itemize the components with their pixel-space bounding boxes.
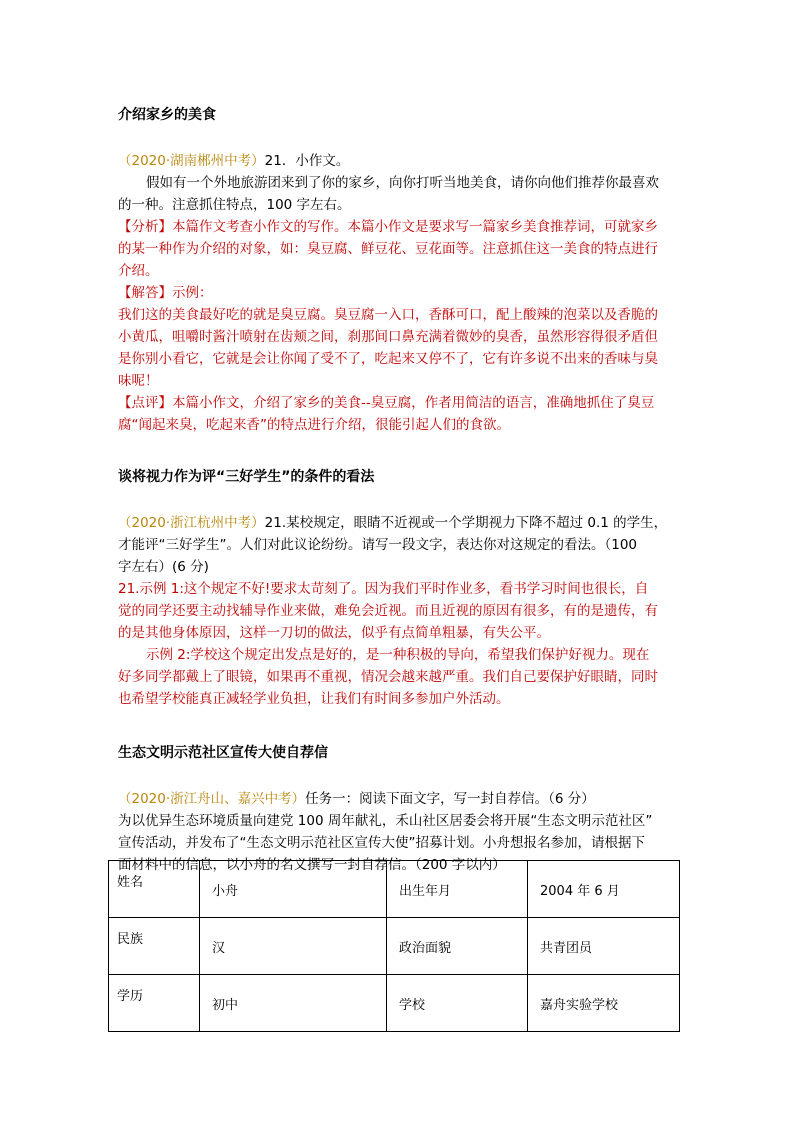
comment-line: 腐“闻起来臭，吃起来香”的特点进行介绍，很能引起人们的食欲。: [118, 417, 510, 433]
answer-line: 小黄瓜，咀嚼时酱汁喷射在齿颊之间，刹那间口鼻充满着微妙的臭香，虽然形容得很矛盾但: [118, 329, 658, 345]
prompt-line: 为以优异生态环境质量向建党 100 周年献礼，禾山社区居委会将开展“生态文明示范社区”: [118, 813, 653, 829]
table-row: [109, 975, 680, 1032]
table-cell: 初中: [200, 975, 387, 1032]
table-cell: 小舟: [200, 861, 387, 918]
question-block: [118, 512, 678, 710]
table-cell: 共青团员: [528, 918, 680, 975]
prompt-line: 面材料中的信息，以小舟的名义撰写一封自荐信。（200 字以内）: [118, 857, 506, 873]
source-label: （2020·浙江杭州中考）: [118, 515, 265, 531]
answer-line: 示例 2:学校这个规定出发点是好的，是一种积极的导向，希望我们保护好视力。现在: [146, 647, 650, 663]
table-cell: 政治面貌: [387, 918, 528, 975]
table-cell: 姓名: [109, 861, 200, 918]
prompt-line: 的一种。注意抓住特点，100 字左右。: [118, 197, 351, 213]
table-cell: 2004 年 6 月: [528, 861, 680, 918]
source-label: （2020·浙江舟山、嘉兴中考）: [118, 791, 306, 807]
prompt-line: 才能评“三好学生”。人们对此议论纷纷。请写一段文字，表达你对这规定的看法。（100: [118, 537, 638, 553]
table-cell: 民族: [109, 918, 200, 975]
answer-line: 觉的同学还要主动找辅导作业来做，难免会近视。而且近视的原因有很多，有的是遗传，有: [118, 603, 658, 619]
table-cell: 学校: [387, 975, 528, 1032]
source-label: （2020·湖南郴州中考）: [118, 153, 265, 169]
question-block: [118, 150, 678, 436]
prompt-line: 字左右）(6 分): [118, 559, 209, 575]
answer-line: 好多同学都戴上了眼镜，如果再不重视，情况会越来越严重。我们自己要保护好眼睛，同时: [118, 669, 658, 685]
table-cell: 出生年月: [387, 861, 528, 918]
analysis-line: 的某一种作为介绍的对象，如：臭豆腐、鲜豆花、豆花面等。注意抓住这一美食的特点进行: [118, 241, 658, 257]
answer-line: 也希望学校能真正减轻学业负担，让我们有时间多参加户外活动。: [118, 691, 510, 707]
answer-line: 是你别小看它，它就是会让你闻了受不了，吃起来又停不了，它有许多说不出来的香味与臭: [118, 351, 658, 367]
prompt-line: 宣传活动，并发布了“生态文明示范社区宣传大使”招募计划。小舟想报名参加，请根据下: [118, 835, 645, 851]
question-line: （2020·湖南郴州中考）21．小作文。: [118, 153, 350, 169]
analysis-line: 【分析】本篇作文考查小作文的写作。本篇小作文是要求写一篇家乡美食推荐词，可就家乡: [118, 219, 658, 235]
prompt-line: （2020·浙江杭州中考）21.某校规定，眼睛不近视或一个学期视力下降不超过 0.1 的学生，: [118, 515, 668, 531]
analysis-line: 介绍。: [118, 263, 159, 279]
answer-line: 21.示例 1:这个规定不好!要求太苛刻了。因为我们平时作业多，看书学习时间也很长，自: [118, 581, 649, 597]
answer-line: 我们这的美食最好吃的就是臭豆腐。臭豆腐一入口，香酥可口，配上酸辣的泡菜以及香脆的: [118, 307, 658, 323]
answer-line: 【解答】示例：: [118, 285, 213, 301]
answer-line: 味呢！: [118, 373, 159, 389]
info-table: [108, 860, 680, 1032]
table-row: [109, 861, 680, 918]
table-cell: 嘉舟实验学校: [528, 975, 680, 1032]
table-row: [109, 918, 680, 975]
table-cell: 学历: [109, 975, 200, 1032]
section-title: 介绍家乡的美食: [118, 107, 216, 123]
comment-line: 【点评】本篇小作文，介绍了家乡的美食--臭豆腐，作者用简洁的语言，准确地抓住了臭豆: [118, 395, 655, 411]
answer-line: 的是其他身体原因，这样一刀切的做法，似乎有点简单粗暴，有失公平。: [118, 625, 550, 641]
prompt-line: 假如有一个外地旅游团来到了你的家乡，向你打听当地美食，请你向他们推荐你最喜欢: [146, 175, 659, 191]
section-title: 生态文明示范社区宣传大使自荐信: [118, 745, 328, 761]
section-title: 谈将视力作为评“三好学生”的条件的看法: [118, 469, 375, 485]
table-cell: 汉: [200, 918, 387, 975]
prompt-line: （2020·浙江舟山、嘉兴中考）任务一：阅读下面文字，写一封自荐信。（6 分）: [118, 791, 595, 807]
